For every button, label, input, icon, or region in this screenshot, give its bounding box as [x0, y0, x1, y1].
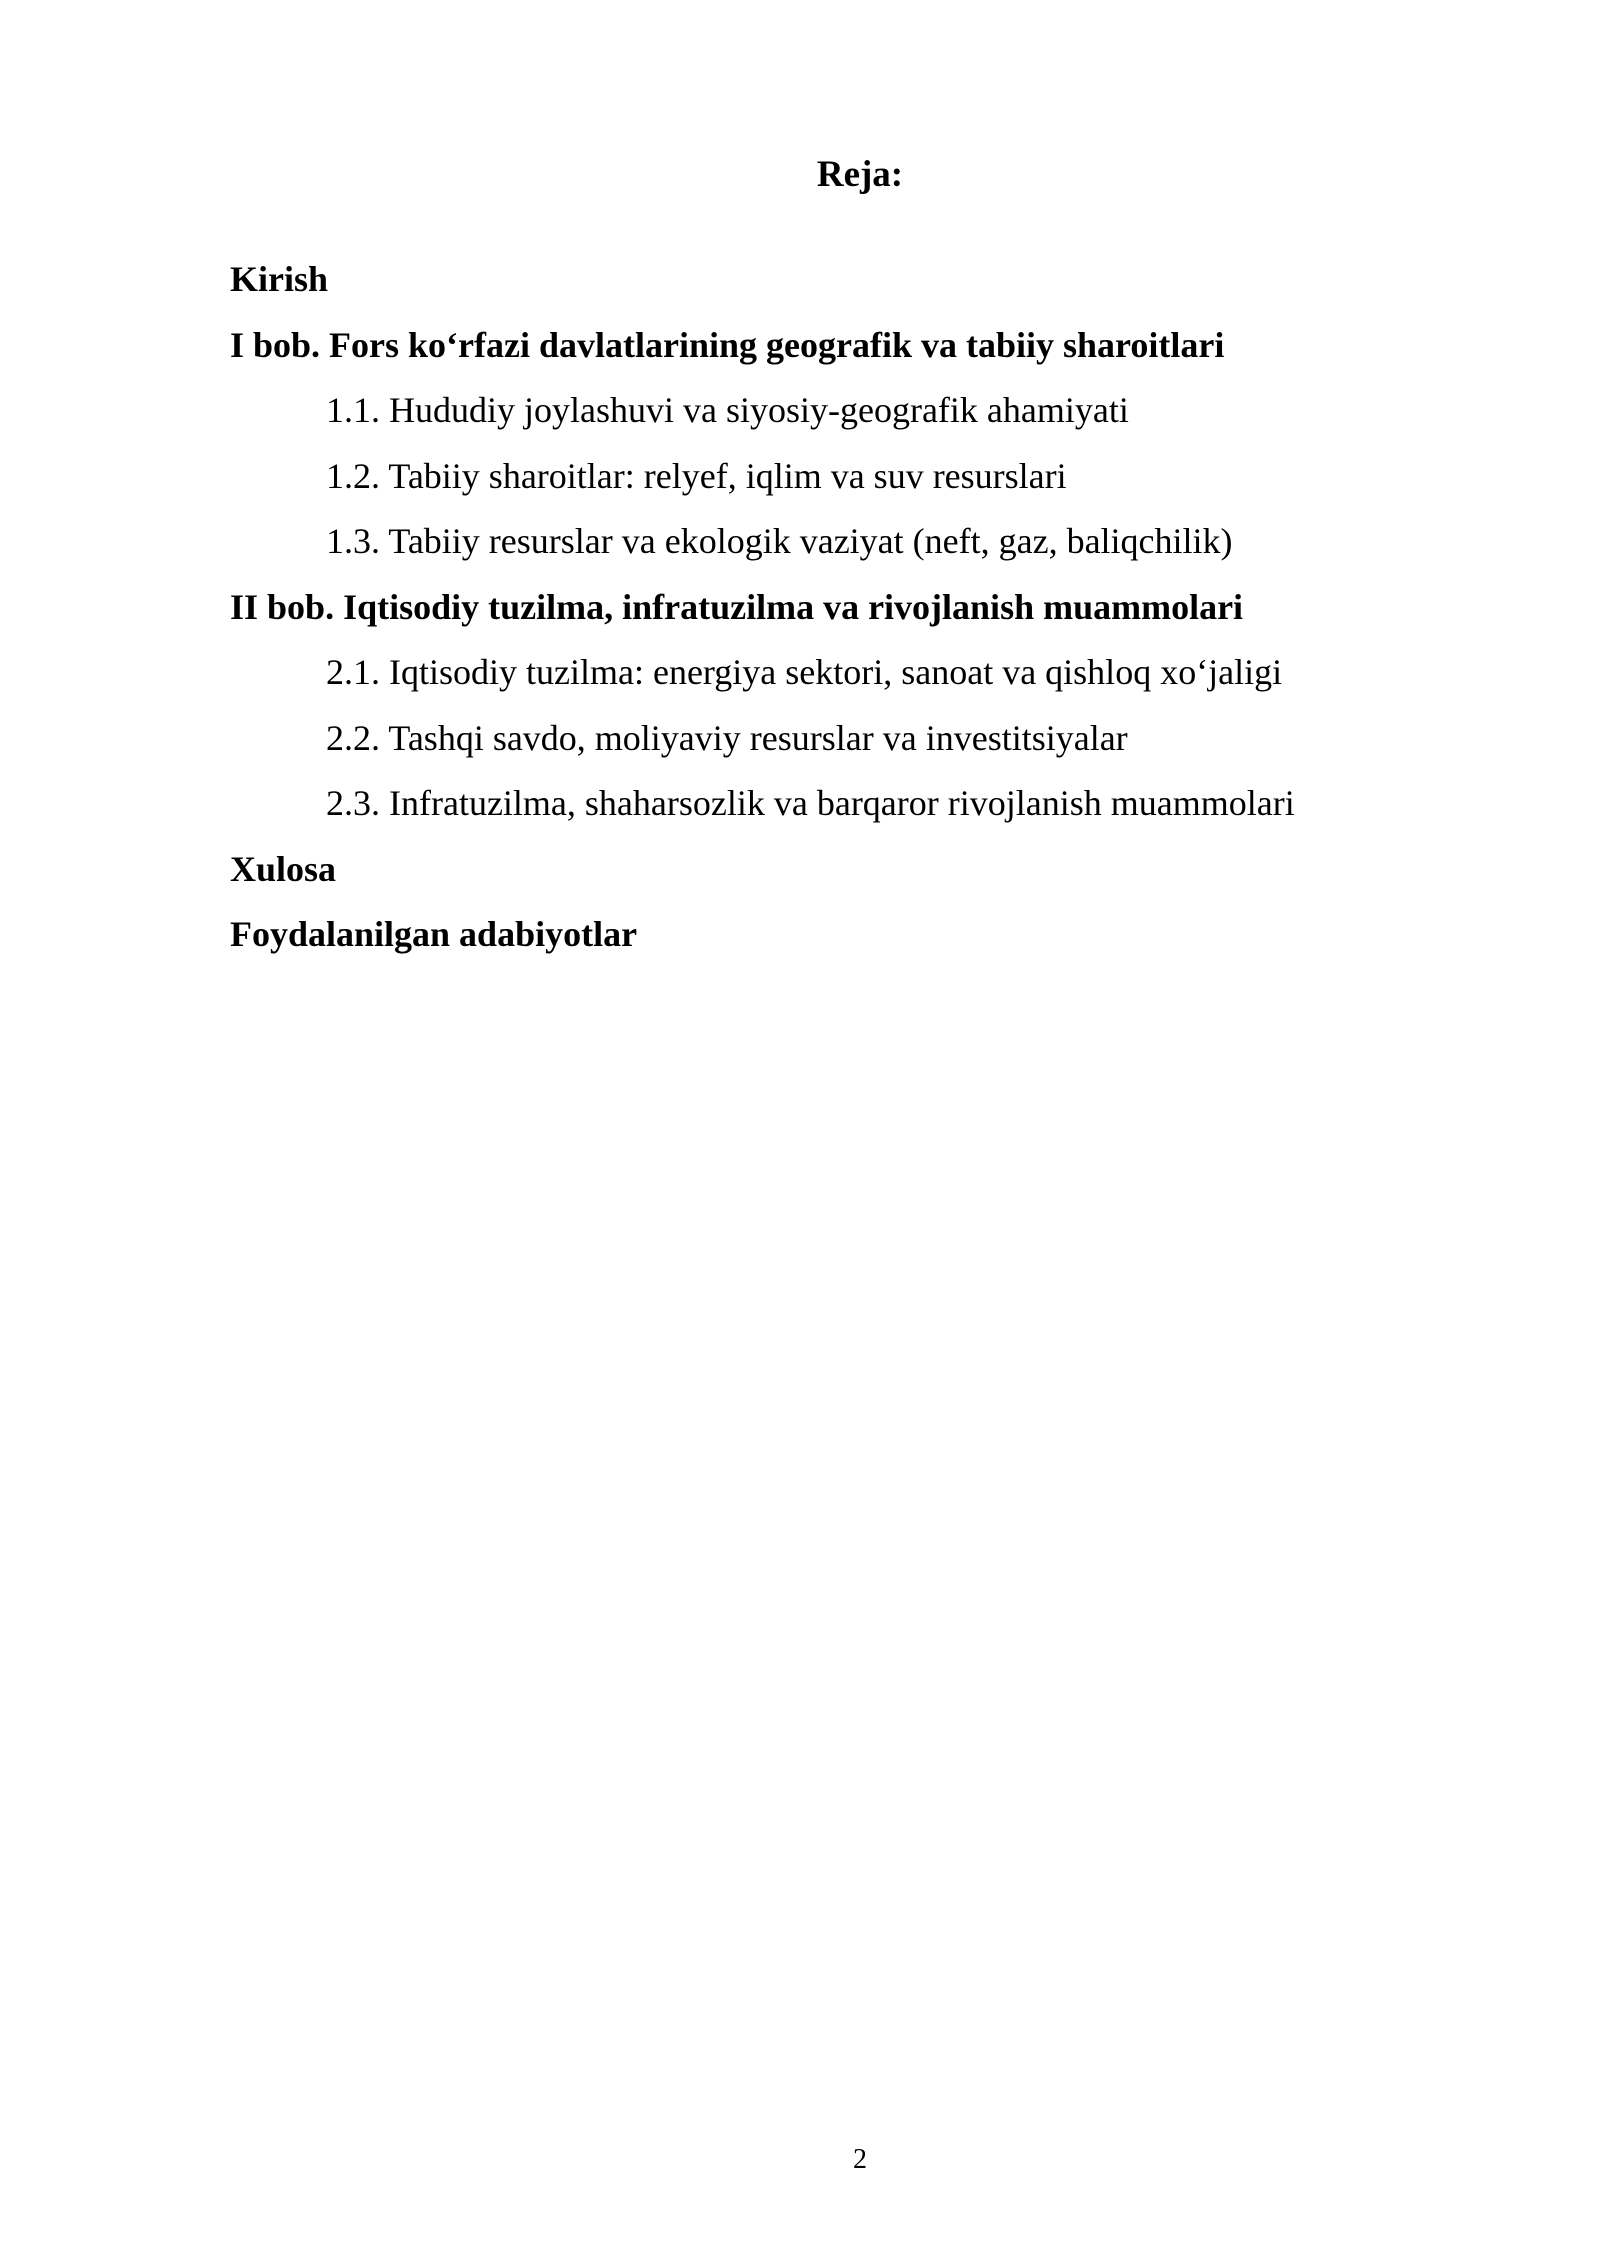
- toc-item-xulosa: Xulosa: [230, 848, 337, 889]
- toc-section-2-3: 2.3. Infratuzilma, shaharsozlik va barqaror rivojlanish muammolari: [326, 783, 1295, 823]
- toc-section-1-1: 1.1. Hududiy joylashuvi va siyosiy-geografik ahamiyati: [326, 390, 1129, 430]
- toc-chapter-2: II bob. Iqtisodiy tuzilma, infratuzilma va rivojlanish muammolari: [230, 586, 1244, 627]
- toc-section-1-2: 1.2. Tabiiy sharoitlar: relyef, iqlim va suv resurslari: [326, 455, 1067, 496]
- toc-section-2-1: 2.1. Iqtisodiy tuzilma: energiya sektori, sanoat va qishloq xo‘jaligi: [326, 652, 1283, 692]
- toc-item-references: Foydalanilgan adabiyotlar: [230, 914, 638, 954]
- toc-item-kirish: Kirish: [230, 259, 329, 299]
- toc-chapter-1: I bob. Fors ko‘rfazi davlatlarining geografik va tabiiy sharoitlari: [230, 324, 1225, 365]
- table-of-contents: [230, 247, 1490, 968]
- page-number: 2: [853, 2144, 867, 2175]
- toc-section-2-2: 2.2. Tashqi savdo, moliyaviy resurslar va investitsiyalar: [326, 717, 1128, 758]
- page-title: Reja:: [816, 154, 904, 195]
- toc-section-1-3: 1.3. Tabiiy resurslar va ekologik vaziyat (neft, gaz, baliqchilik): [326, 521, 1233, 561]
